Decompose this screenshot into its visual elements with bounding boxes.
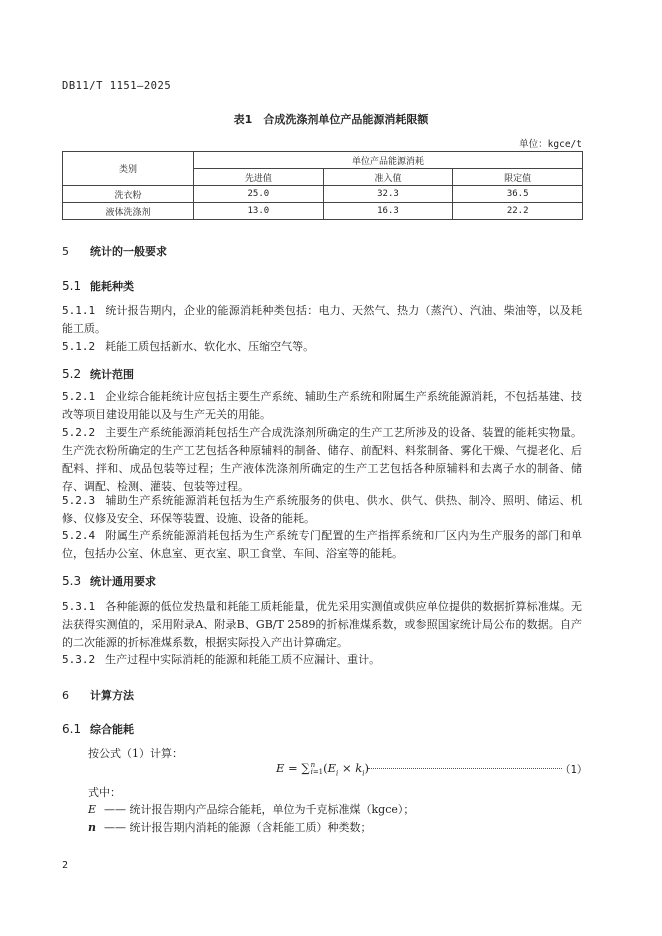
formula-intro: 按公式（1）计算： [88, 747, 183, 760]
header-limit: 限定值 [453, 169, 583, 186]
row-advanced: 13.0 [194, 203, 324, 220]
header-group: 单位产品能源消耗 [194, 152, 583, 169]
header-category: 类别 [63, 152, 194, 186]
table-row [63, 203, 583, 220]
where-label: 式中： [88, 786, 121, 799]
row-limit: 22.2 [453, 203, 583, 220]
header-entry: 准入值 [323, 169, 453, 186]
page-number: 2 [62, 860, 69, 871]
definition-e: E —— 统计报告期内产品综合能耗，单位为千克标准煤（kgce）； [88, 803, 415, 816]
row-category: 液体洗涤剂 [63, 203, 194, 220]
section-6-heading: 6 计算方法 [62, 689, 134, 702]
section-5-2-heading: 5.2 统计范围 [62, 367, 134, 381]
clause-5-2-3: 5.2.3 辅助生产系统能源消耗包括为生产系统服务的供电、供水、供气、供热、制冷、照明、储运、机修、仪修及安全、环保等装置、设施、设备的能耗。 [62, 494, 582, 525]
row-entry: 32.3 [323, 186, 453, 203]
table-unit: 单位：kgce/t [519, 139, 582, 150]
section-6-1-heading: 6.1 综合能耗 [62, 722, 134, 736]
document-id: DB11/T 1151—2025 [62, 80, 172, 92]
section-5-heading: 5 统计的一般要求 [62, 245, 167, 258]
clause-5-2-1: 5.2.1 企业综合能耗统计应包括主要生产系统、辅助生产系统和附属生产系统能源消耗，不包括基建、技改等项目建设用能以及与生产无关的用能。 [62, 390, 582, 421]
header-advanced: 先进值 [194, 169, 324, 186]
section-5-1-heading: 5.1 能耗种类 [62, 279, 134, 293]
formula-leader [368, 768, 562, 769]
energy-quota-table [62, 151, 583, 220]
table-caption: 表1 合成洗涤剂单位产品能源消耗限额 [233, 113, 429, 126]
definition-n: n —— 统计报告期内消耗的能源（含耗能工质）种类数； [88, 821, 372, 834]
row-category: 洗衣粉 [63, 186, 194, 203]
clause-5-1-1: 5.1.1 统计报告期内，企业的能源消耗种类包括：电力、天然气、热力（蒸汽）、汽油、柴油等，以及耗能工质。 [62, 304, 582, 335]
clause-5-3-1: 5.3.1 各种能源的低位发热量和耗能工质耗能量，优先采用实测值或供应单位提供的数据折算标准煤。无法获得实测值的，采用附录A、附录B、GB/T 2589的折标准煤系数，或参照国家统计局公布的数据。自产的二次能源的折标准煤系数，根据实际投入产出计算确定。 [62, 600, 582, 649]
clause-5-3-2: 5.3.2 生产过程中实际消耗的能源和耗能工质不应漏计、重计。 [62, 653, 381, 666]
row-limit: 36.5 [453, 186, 583, 203]
table-row [63, 186, 583, 203]
row-entry: 16.3 [323, 203, 453, 220]
clause-5-1-2: 5.1.2 耗能工质包括新水、软化水、压缩空气等。 [62, 340, 315, 353]
formula-1: E = ∑n $i=1(E_i \times k_i)$ [276, 761, 369, 778]
row-advanced: 25.0 [194, 186, 324, 203]
clause-5-2-4: 5.2.4 附属生产系统能源消耗包括为生产系统专门配置的生产指挥系统和厂区内为生产服务的部门和单位，包括办公室、休息室、更衣室、职工食堂、车间、浴室等的能耗。 [62, 529, 582, 560]
section-5-3-heading: 5.3 统计通用要求 [62, 574, 156, 588]
formula-number: （1） [560, 764, 588, 776]
clause-5-2-2: 5.2.2 主要生产系统能源消耗包括生产合成洗涤剂所确定的生产工艺所涉及的设备、装置的能耗实物量。生产洗衣粉所确定的生产工艺包括各种原辅料的制备、储存、前配料、料浆制备、雾化干燥、气提老化、后配料、拌和、成品包装等过程；生产液体洗涤剂所确定的生产工艺包括各种原辅料和去离子水的制备、储存、调配、检测、灌装、包装等过程。 [62, 426, 582, 493]
